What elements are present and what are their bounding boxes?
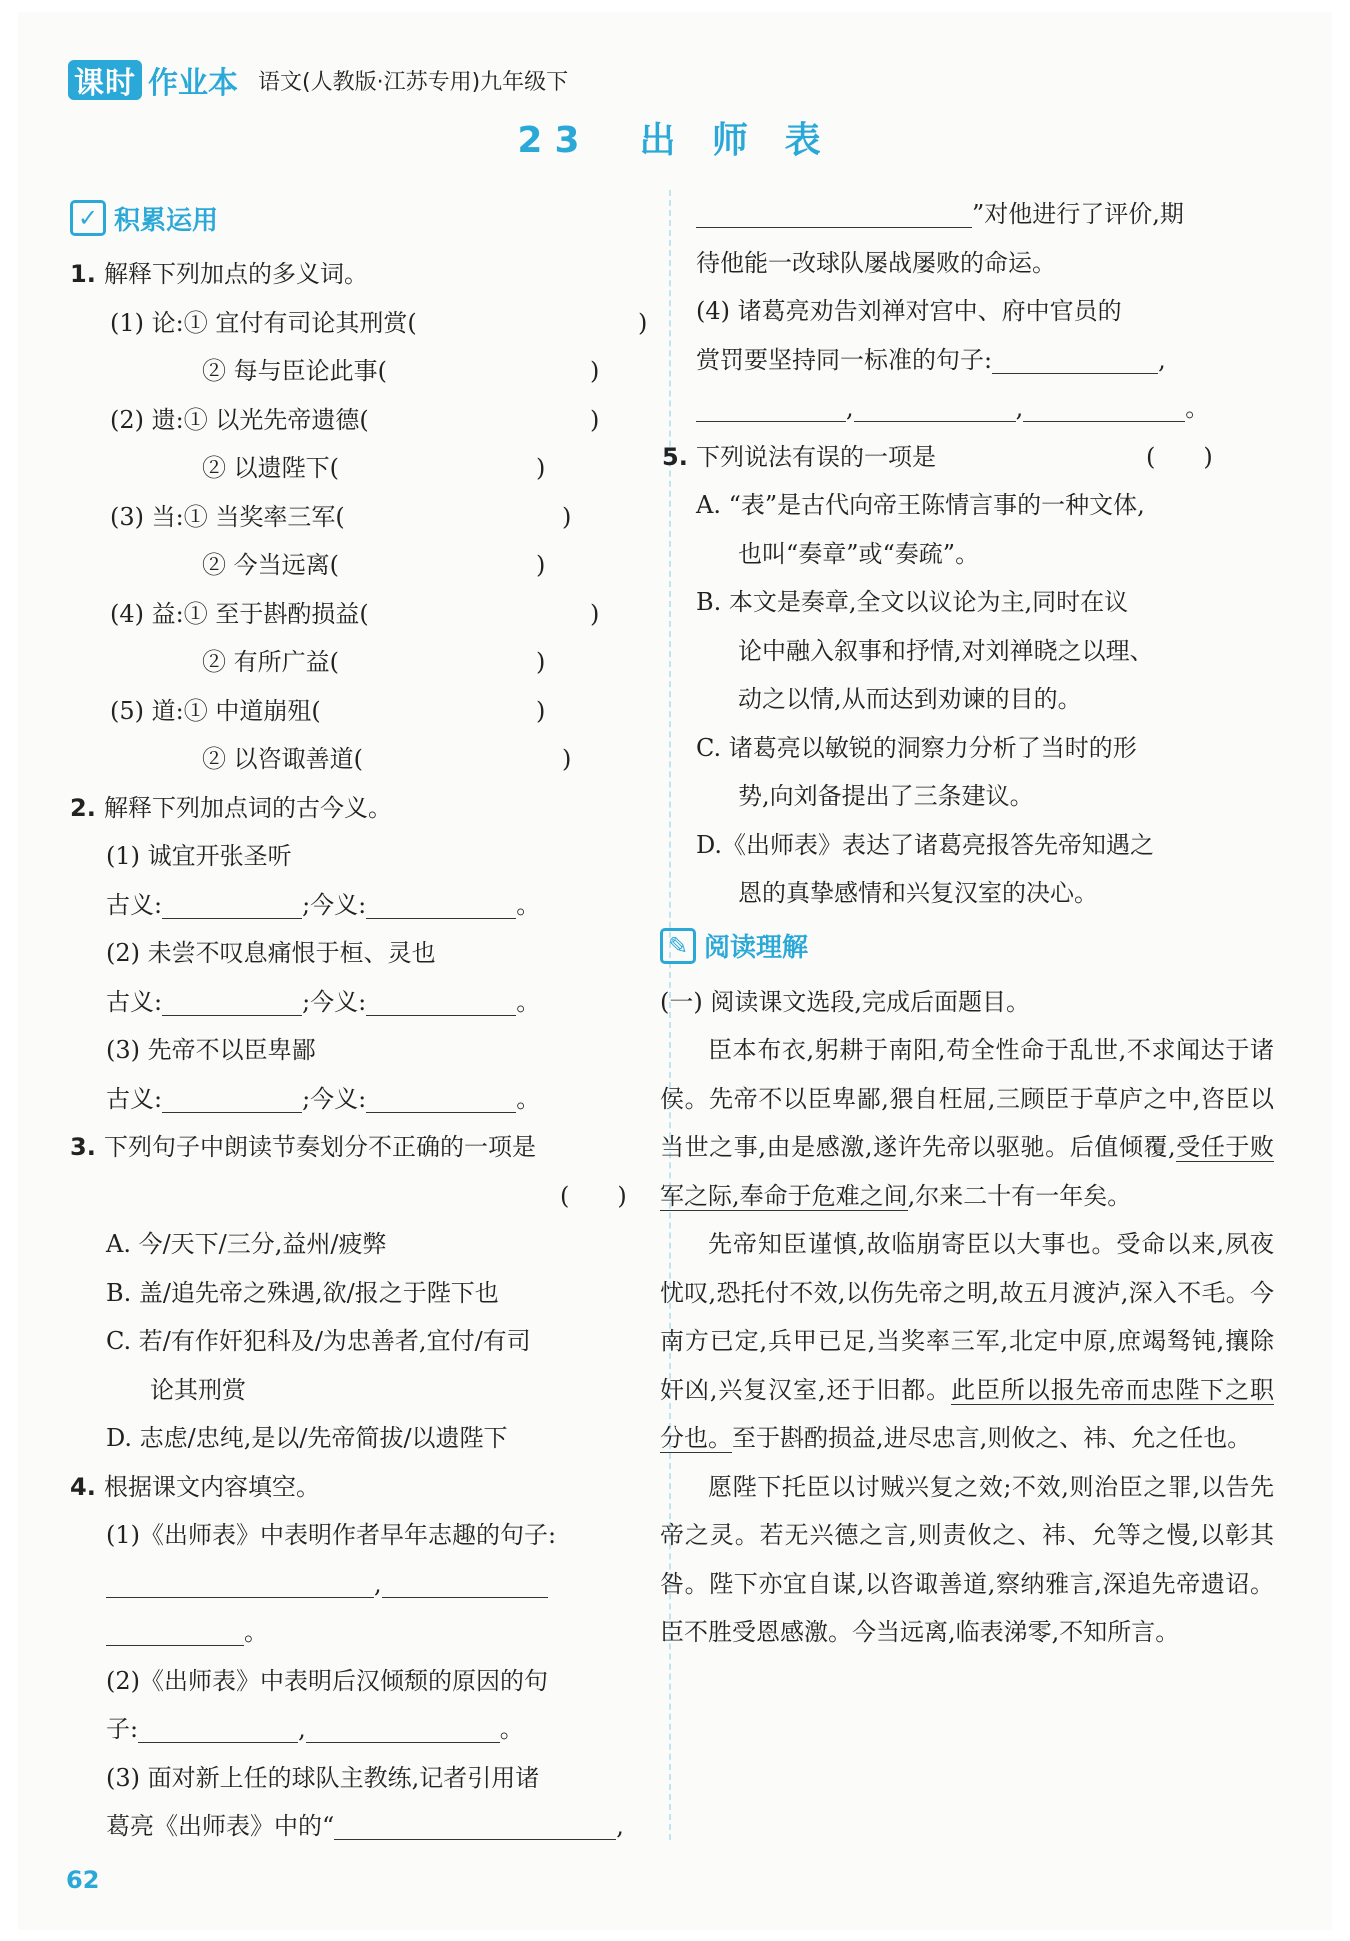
logo-badge: 课时 [68,60,142,100]
reading-intro: (一) 阅读课文选段,完成后面题目。 [660,987,1030,1016]
answer-blank[interactable] [106,1569,374,1598]
close-paren: ) [536,551,546,579]
period: 。 [516,1084,541,1113]
q1-item-text: 以咨诹善道( [233,745,364,773]
answer-blank[interactable] [854,393,1016,422]
passage-text: 至于斟酌损益,进尽忠言,则攸之、祎、允之任也。 [732,1424,1252,1452]
q1-item-5 [70,493,650,542]
q1-item-4 [70,444,650,493]
close-paren: ) [590,357,600,385]
answer-blank[interactable] [138,1714,298,1743]
gu-label: 古义: [106,890,163,919]
q2-stem: 2. 解释下列加点词的古今义。 [70,793,392,822]
section-jilei-label: 积累运用 [114,205,219,236]
q5-option-b-cont: 论中融入叙事和抒情,对刘禅晓之以理、 [738,636,1154,665]
q1-item-text: 当奖率三军( [215,502,345,531]
close-paren: ) [536,696,546,725]
q4-sub-1: (1)《出师表》中表明作者早年志趣的句子: [106,1521,557,1549]
q1-item-text: 今当远离( [233,551,340,579]
q4-stem-text: 根据课文内容填空。 [104,1472,320,1501]
pen-icon: ✎ [660,928,696,964]
q1-item-text: 以遗陛下( [233,454,340,482]
q1-item-9 [70,687,650,736]
q1-item-3 [70,396,650,445]
q4-sub-2-blanks [70,1705,650,1754]
q5-stem-text: 下列说法有误的一项是 [696,442,936,471]
period: 。 [516,987,541,1016]
q4-sub-3-cont [70,1802,650,1851]
q4-sub-3: (3) 面对新上任的球队主教练,记者引用诸 [106,1763,540,1792]
reading-passage [660,1026,1274,1657]
q4-sub-2: (2)《出师表》中表明后汉倾颓的原因的句 [106,1666,548,1695]
q1-item-prefix: (5) 道:① [110,696,216,725]
comma: , [1015,394,1024,422]
left-column [70,190,650,1851]
q4-sub-3-cont-3: 待他能一改球队屡战屡败的命运。 [696,248,1056,277]
q5-option-d-cont: 恩的真挚感情和兴复汉室的决心。 [738,879,1098,907]
q4-sub-1-blanks [70,1560,650,1609]
q4-sub-4-label: 赏罚要坚持同一标准的句子: [696,345,993,374]
page-header [68,58,568,102]
answer-blank[interactable] [382,1569,548,1598]
q1-item-prefix: (4) 益:① [110,599,216,628]
answer-blank[interactable] [696,199,972,228]
q1-item-prefix: ② [202,551,234,579]
answer-paren[interactable]: ( ) [560,1181,627,1210]
answer-blank[interactable] [162,1084,302,1113]
q1-item-text: 至于斟酌损益( [215,599,369,628]
q5-option-d: D.《出师表》表达了诸葛亮报答先帝知遇之 [696,830,1155,859]
q2-item-1: (1) 诚宜开张圣听 [106,842,292,870]
lesson-title: 23 出 师 表 [517,120,833,161]
q1-item-text: 以光先帝遗德( [215,405,369,434]
comma: , [374,1569,382,1598]
q4-sub-4: (4) 诸葛亮劝告刘禅对宫中、府中官员的 [696,297,1122,325]
close-paren: ) [638,308,648,337]
q1-item-text: 每与臣论此事( [233,357,388,385]
comma: , [1158,345,1166,374]
gu-label: 古义: [106,1084,163,1113]
comma: , [616,1812,624,1840]
logo-text: 作业本 [148,66,238,101]
q3-option-c: C. 若/有作奸犯科及/为忠善者,宜付/有司 [106,1327,531,1355]
answer-paren[interactable]: ( ) [1146,442,1213,471]
q3-paren-line [70,1172,650,1221]
passage-paragraph-2 [660,1220,1274,1463]
q1-item-1 [70,299,650,348]
q3-stem: 3. 下列句子中朗读节奏划分不正确的一项是 [70,1133,536,1161]
q5-option-b-cont-2: 动之以情,从而达到劝谏的目的。 [738,685,1082,713]
close-paren: ) [590,599,600,628]
q1-item-text: 中道崩殂( [215,696,321,725]
q3-option-c-cont: 论其刑赏 [150,1375,246,1404]
q2-stem-text: 解释下列加点词的古今义。 [104,793,392,822]
checkbox-pen-icon: ✓ [70,200,106,236]
q5-option-c-cont: 势,向刘备提出了三条建议。 [738,782,1034,810]
q1-item-8 [70,638,650,687]
period: 。 [516,890,541,919]
answer-blank[interactable] [306,1714,500,1743]
answer-blank[interactable] [992,345,1158,374]
passage-text: 臣本布衣,躬耕于南阳,苟全性命于乱世,不求闻达于诸侯。先帝不以臣卑鄙,猥自枉屈,三顾臣于草庐之中,咨臣以当世之事,由是感激,遂许先帝以驱驰。后值倾覆, [660,1036,1274,1161]
q1-stem: 1. 解释下列加点的多义词。 [70,260,368,288]
q4-sub-3-cont-2 [696,190,1274,239]
answer-blank[interactable] [696,393,846,422]
q4-sub-1-blanks-2 [70,1608,650,1657]
q4-sub-2-label: 子: [106,1715,139,1743]
q1-item-prefix: (2) 遗:① [110,405,216,434]
q1-item-prefix: (3) 当:① [110,502,216,531]
q1-item-prefix: ② [202,357,234,385]
q4-sub-3-label: 葛亮《出师表》中的“ [106,1812,335,1840]
close-paren: ) [590,405,600,434]
q5-stem: 5. 下列说法有误的一项是 ( ) [662,433,1274,482]
section-jilei [70,196,650,240]
q1-item-text: 有所广益( [233,648,340,676]
q1-item-prefix: ② [202,745,234,773]
section-yuedu [660,924,1274,968]
comma: , [298,1715,306,1743]
answer-blank[interactable] [162,987,302,1016]
underlined-sentence: 此臣所以报先帝而忠陛下之职分也。 [660,1375,1275,1452]
answer-blank[interactable] [334,1811,616,1840]
jin-label: ;今义: [302,987,367,1016]
answer-blank[interactable] [106,1617,244,1646]
close-paren: ) [536,454,546,482]
section-yuedu-label: 阅读理解 [704,933,809,963]
passage-text: 先帝知臣谨慎,故临崩寄臣以大事也。受命以来,夙夜忧叹,恐托付不效,以伤先帝之明,故五月渡泸,深入不毛。今南方已定,兵甲已足,当奖率三军,北定中原,庶竭驽钝,攘除奸凶,兴复汉室,还于旧都。 [660,1230,1274,1404]
answer-blank[interactable] [162,890,302,919]
q1-item-2 [70,347,650,396]
close-paren: ) [536,648,546,676]
close-paren: ) [562,745,572,773]
q5-option-a-cont: 也叫“奏章”或“奏疏”。 [738,539,980,568]
q1-item-prefix: (1) 论:① [110,308,216,337]
underlined-sentence: 受任于败军之际,奉命于危难之间 [660,1133,1274,1210]
gu-label: 古义: [106,987,163,1016]
q1-item-prefix: ② [202,454,234,482]
passage-paragraph-3: 愿陛下托臣以讨贼兴复之效;不效,则治臣之罪,以告先帝之灵。若无兴德之言,则责攸之、祎、允等之慢,以彰其咎。陛下亦宜自谋,以咨诹善道,察纳雅言,深追先帝遗诏。臣不胜受恩感激。今当远离,临表涕零,不知所言。 [660,1472,1274,1646]
answer-blank[interactable] [1023,393,1185,422]
q1-item-text: 宜付有司论其刑赏( [215,308,417,337]
q4-sub-3-tail: ”对他进行了评价,期 [972,200,1184,228]
comma: , [846,394,854,422]
jin-label: ;今义: [302,1084,367,1113]
q1-stem-text: 解释下列加点的多义词。 [104,260,368,288]
q1-item-6 [70,541,650,590]
close-paren: ) [562,502,572,531]
q4-sub-4-blanks [696,384,1274,433]
period: 。 [499,1715,524,1743]
q1-item-prefix: ② [202,648,234,676]
q3-option-b: B. 盖/追先帝之殊遇,欲/报之于陛下也 [106,1278,499,1307]
period: 。 [244,1618,268,1646]
answer-blank[interactable] [366,987,516,1016]
passage-text: ,尔来二十有一年矣。 [907,1181,1132,1210]
q5-option-a: A. “表”是古代向帝王陈情言事的一种文体, [696,491,1145,519]
q2-item-2: (2) 未尝不叹息痛恨于桓、灵也 [106,939,436,967]
book-title: 语文(人教版·江苏专用)九年级下 [258,69,569,95]
q2-answer-3 [70,1075,650,1124]
period: 。 [1185,394,1210,422]
q4-stem: 4. 根据课文内容填空。 [70,1472,320,1501]
answer-blank[interactable] [366,1084,516,1113]
q3-option-d: D. 志虑/忠纯,是以/先帝简拔/以遗陛下 [106,1424,508,1452]
q5-option-c: C. 诸葛亮以敏锐的洞察力分析了当时的形 [696,733,1137,762]
passage-paragraph-1 [660,1026,1274,1220]
q2-answer-1 [70,881,650,930]
q5-option-b: B. 本文是奏章,全文以议论为主,同时在议 [696,588,1129,616]
jin-label: ;今义: [302,890,367,919]
q1-item-7 [70,590,650,639]
q4-sub-4-cont [696,336,1274,385]
q2-answer-2 [70,978,650,1027]
q3-stem-text: 下列句子中朗读节奏划分不正确的一项是 [104,1133,536,1161]
q2-item-3: (3) 先帝不以臣卑鄙 [106,1036,316,1064]
right-column [660,190,1275,1657]
q3-option-a: A. 今/天下/三分,益州/疲弊 [106,1230,387,1258]
q1-item-10 [70,735,650,784]
page-number: 62 [66,1866,100,1894]
answer-blank[interactable] [366,890,516,919]
